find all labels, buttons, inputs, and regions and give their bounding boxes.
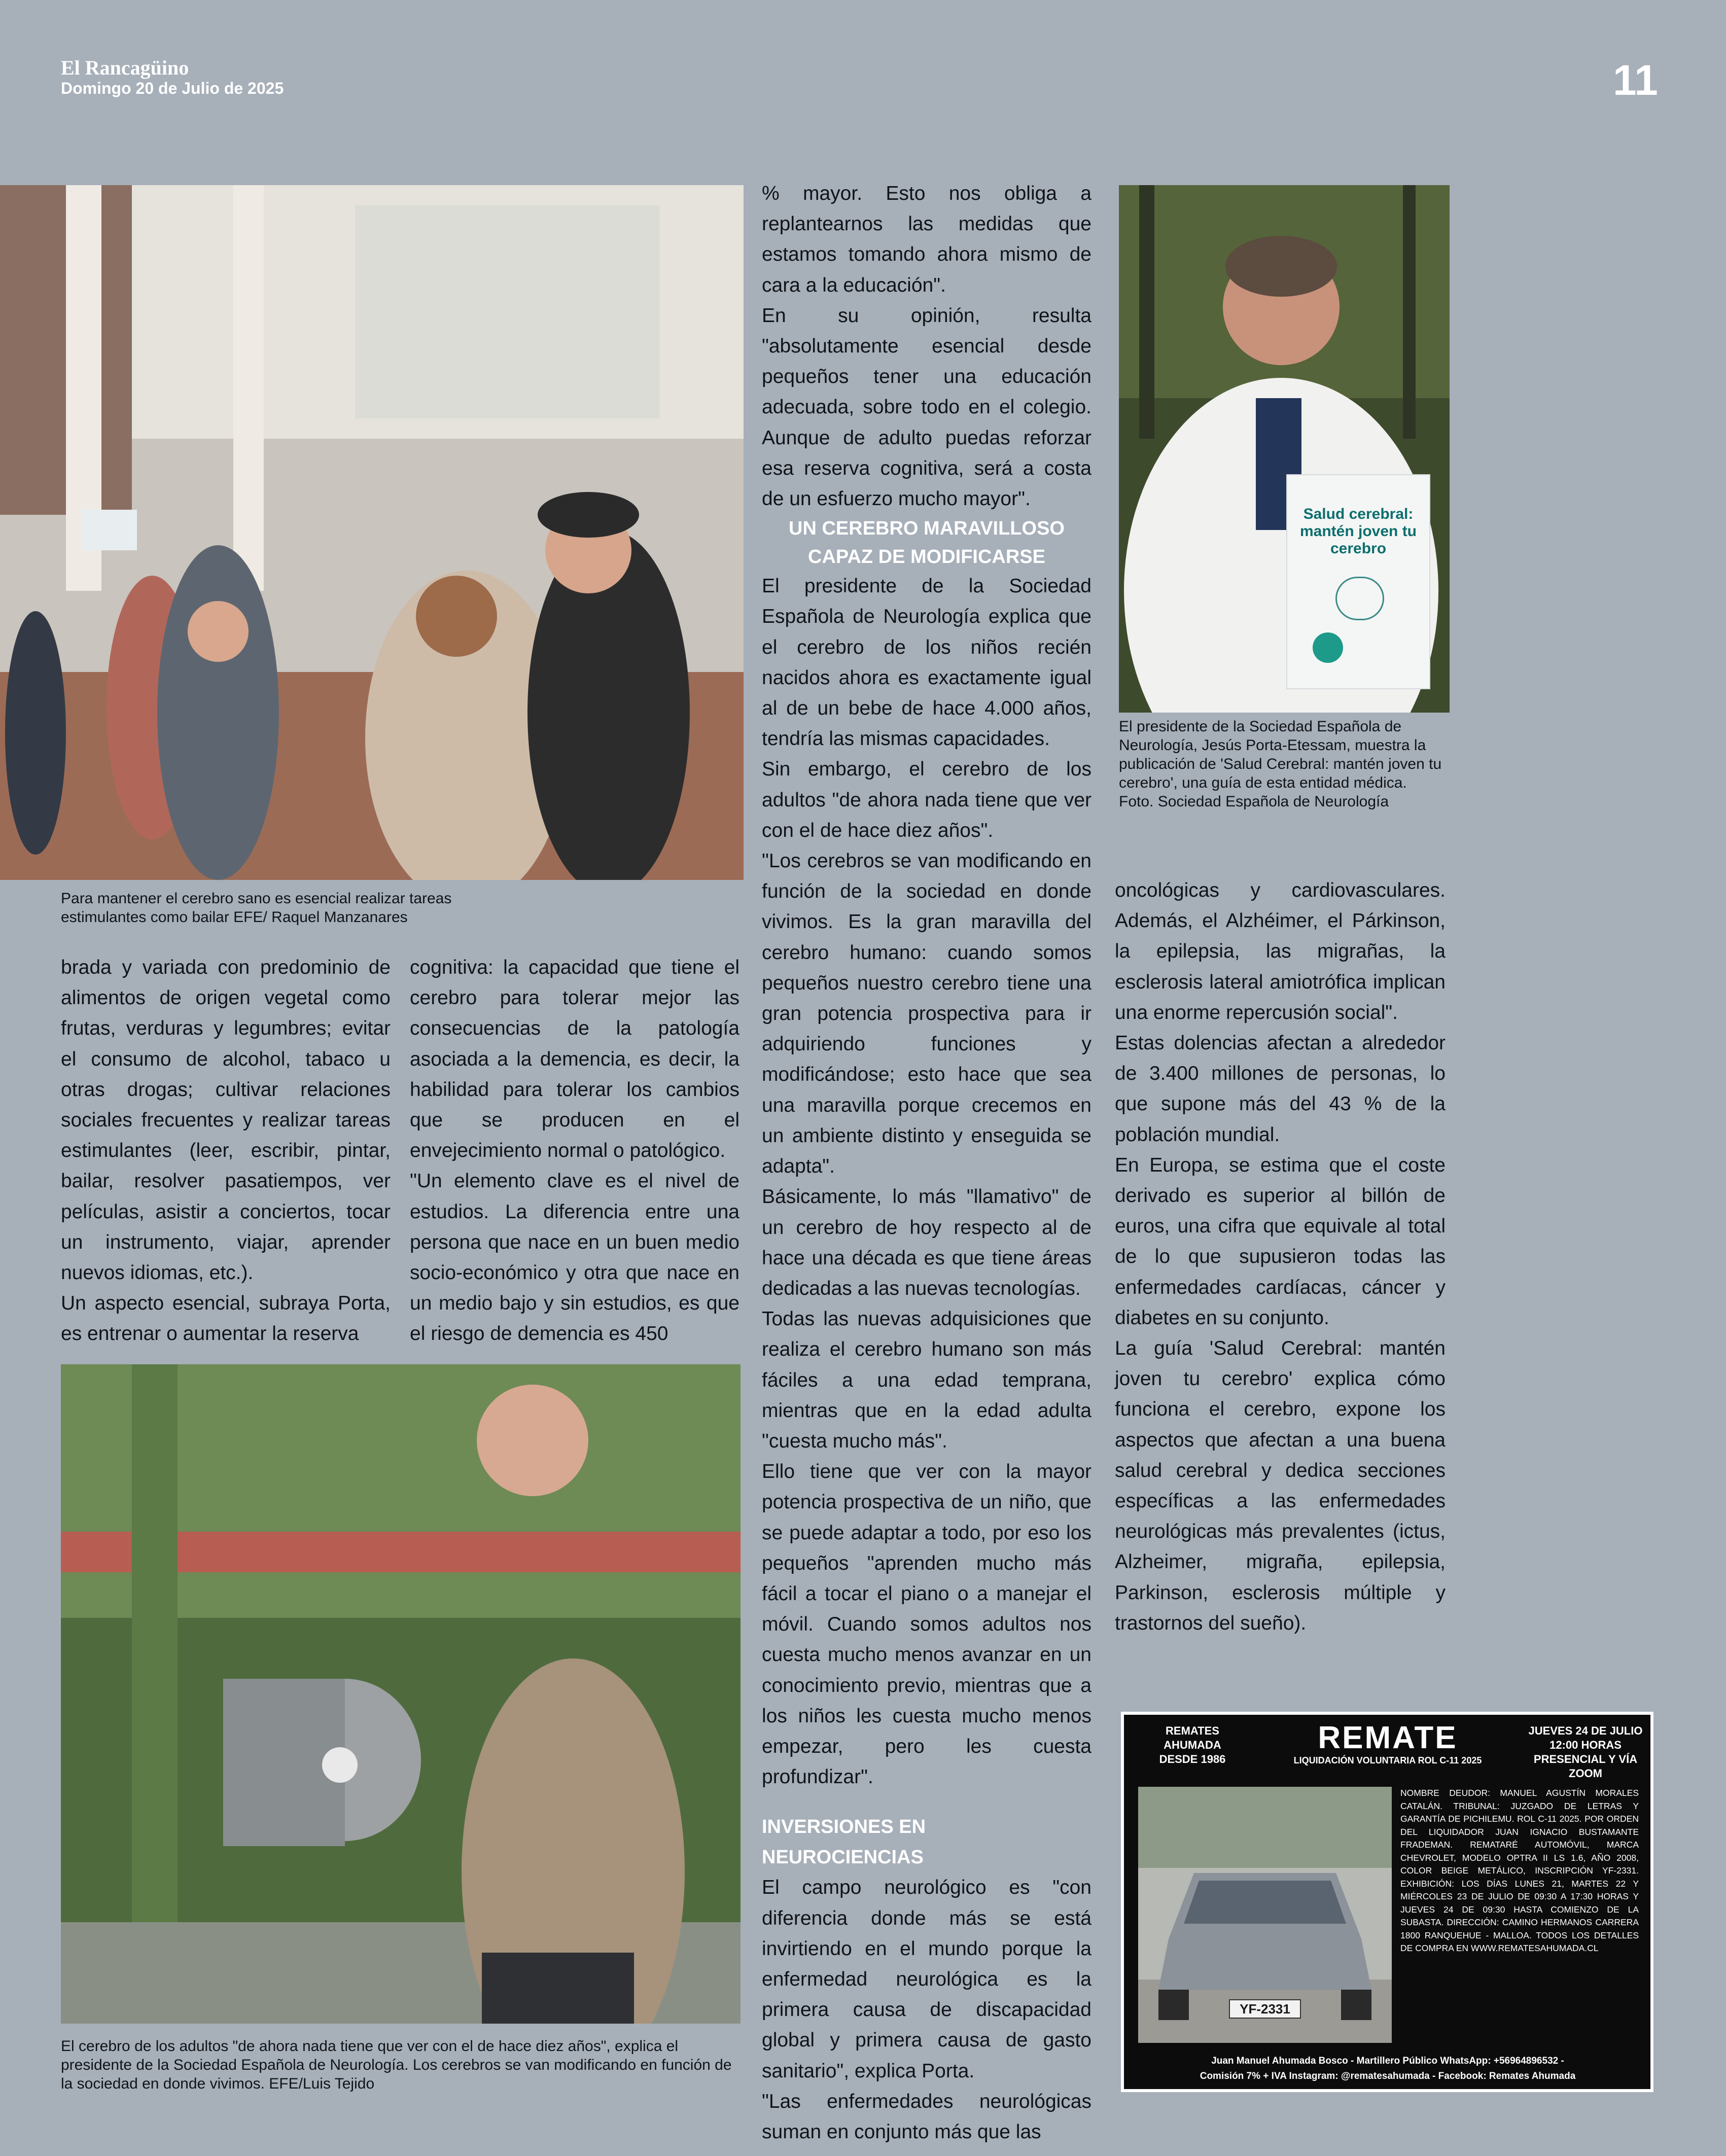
exercise-photo [61,1364,741,2024]
paragraph: Un aspecto esencial, subraya Porta, es entrenar o aumentar la reserva [61,1292,391,1345]
exercise-photo-caption: El cerebro de los adultos "de ahora nada tiene que ver con el de hace diez años", explica el presidente de la Sociedad Española de Neurología. Los cerebros se van modificando en función de la sociedad en donde vivimos. EFE/Luis Tejido [61,2038,732,2092]
brain-illustration [1335,577,1384,620]
article-column-middle [762,179,1091,2147]
paragraph: Básicamente, lo más "llamativo" de un cerebro de hoy respecto al de hace una década es que tiene áreas dedicadas a las nuevas tecnologías. [762,1186,1091,1299]
paragraph: brada y variada con predominio de alimentos de origen vegetal como frutas, verduras y legumbres; evitar el consumo de alcohol, tabaco u otras drogas; cultivar relaciones sociales frecuentes y realizar tareas estimulantes (leer, escribir, pintar, bailar, resolver pasatiempos, ver películas, asistir a conciertos, tocar un instrumento, viajar, aprender nuevos idiomas, etc.). [61,957,391,1284]
article-column-left [61,952,391,1350]
paragraph: "Un elemento clave es el nivel de estudios. La diferencia entre una persona que nace en un buen medio socio-económico y otra que nace en un medio bajo y sin estudios, es que el riesgo de demencia es 450 [410,1170,739,1345]
paragraph: Estas dolencias afectan a alrededor de 3.400 millones de personas, lo que supone más del 43 % de la población mundial. [1115,1032,1446,1146]
paragraph: El campo neurológico es "con diferencia donde más se está invirtiendo en el mundo porque la enfermedad neurológica es la primera causa de discapacidad global y primera causa de gasto sanitario", explica Porta. [762,1877,1091,2082]
subheading: UN CEREBRO MARAVILLOSO [789,518,1065,540]
paragraph: % mayor. Esto nos obliga a replantearnos las medidas que estamos tomando ahora mismo de cara a la educación". [762,183,1091,296]
doctor-photo-caption: El presidente de la Sociedad Española de Neurología, Jesús Porta-Etessam, muestra la publicación de 'Salud Cerebral: mantén joven tu cerebro', una guía de esta entidad médica. Foto. Sociedad Española de Neurología [1119,718,1442,810]
article-column-center-left [410,952,739,1350]
auction-advertisement [1121,1712,1653,2092]
paragraph: En Europa, se estima que el coste derivado es superior al billón de euros, una cifra que equivale al total de lo que supusieron todas las enfermedades cardíacas, cáncer y diabetes en su conjunto. [1115,1154,1446,1329]
figure-illustration [1313,632,1343,663]
subheading: CAPAZ DE MODIFICARSE [808,546,1045,568]
license-plate: YF-2331 [1240,2001,1290,2017]
article-column-right [1115,875,1446,1639]
masthead [61,57,284,97]
paragraph: cognitiva: la capacidad que tiene el cerebro para tolerar mejor las consecuencias de la patología asociada a la demencia, es decir, la habilidad para tolerar los cambios que se producen en el envejecimiento normal o patológico. [410,957,739,1162]
ad-subtitle: LIQUIDACIÓN VOLUNTARIA ROL C-11 2025 [1293,1755,1482,1765]
dance-photo [0,185,744,880]
page-number: 11 [1613,56,1658,104]
ad-date: JUEVES 24 DE JULIO 12:00 HORAS PRESENCIAL Y VÍA ZOOM [1528,1724,1643,1780]
paragraph: La guía 'Salud Cerebral: mantén joven tu cerebro' explica cómo funciona el cerebro, expone los aspectos que afectan a una buena salud cerebral y dedica secciones específicas a las enfermedades neurológicas más prevalentes (ictus, Alzheimer, migraña, epilepsia, Parkinson, esclerosis múltiple y trastornos del sueño). [1115,1337,1446,1634]
paragraph: oncológicas y cardiovasculares. Además, el Alzhéimer, el Párkinson, la epilepsia, las migrañas, la esclerosis lateral amiotrófica implican una enorme repercusión social". [1115,879,1446,1023]
ad-body: NOMBRE DEUDOR: MANUEL AGUSTÍN MORALES CATALÁN. TRIBUNAL: JUZGADO DE LETRAS Y GARANTÍA DE PICHILEMU. ROL C-11 2025. POR ORDEN DEL LIQUIDADOR JUAN IGNACIO BUSTAMANTE FRADEMAN. REMATARÉ AUTOMÓVIL, MARCA CHEVROLET, MODELO OPTRA II LS 1.6, AÑO 2008, COLOR BEIGE METÁLICO, INSCRIPCIÓN YF-2331. EXHIBICIÓN: LOS DÍAS LUNES 21, MARTES 22 Y MIÉRCOLES 23 DE JULIO DE 09:30 A 17:30 HORAS Y JUEVES 24 DE 09:30 HASTA COMIENZO DE LA SUBASTA. DIRECCIÓN: CAMINO HERMANOS CARRERA 1800 RANQUEHUE - MALLOA. TODOS LOS DETALLES DE COMPRA EN WWW.REMATESAHUMADA.CL [1400,1788,1639,1953]
ad-footer: Juan Manuel Ahumada Bosco - Martillero Público WhatsApp: +56964896532 - Comisión 7% + IVA Instagram: @rematesahumada - Facebook: Remates Ahumada [1200,2056,1576,2081]
subheading: INVERSIONES EN NEUROCIENCIAS [762,1816,926,1868]
paragraph: "Las enfermedades neurológicas suman en conjunto más que las [762,2090,1091,2143]
ad-brand: REMATES AHUMADA DESDE 1986 [1159,1724,1226,1765]
issue-date: Domingo 20 de Julio de 2025 [61,79,284,97]
ad-title: REMATE [1318,1720,1458,1755]
newspaper-name: El Rancagüino [61,56,189,79]
paragraph: Todas las nuevas adquisiciones que realiza el cerebro humano son más fáciles a una edad temprana, mientras que en la edad adulta "cuesta mucho más". [762,1308,1091,1452]
book-cover [1286,474,1430,689]
doctor-photo [1119,185,1450,713]
paragraph: "Los cerebros se van modificando en función de la sociedad en donde vivimos. Es la gran maravilla del cerebro humano: cuando somos pequeños nuestro cerebro tiene una gran potencia prospectiva para ir adquiriendo funciones y modificándose; esto hace que sea una maravilla porque crecemos en un ambiente distinto y enseguida se adapta". [762,850,1091,1178]
paragraph: El presidente de la Sociedad Española de Neurología explica que el cerebro de los niños recién nacidos ahora es exactamente igual al de un bebe de hace 4.000 años, tendría las mismas capacidades. [762,575,1091,750]
book-title: Salud cerebral: mantén joven tu cerebro [1299,506,1417,557]
paragraph: Sin embargo, el cerebro de los adultos "de ahora nada tiene que ver con el de hace diez años". [762,758,1091,841]
dance-photo-caption: Para mantener el cerebro sano es esencial realizar tareas estimulantes como bailar EFE/ Raquel Manzanares [61,890,452,926]
paragraph: Ello tiene que ver con la mayor potencia prospectiva de un niño, que se puede adaptar a todo, por eso los pequeños "aprenden mucho más fácil a tocar el piano o a manejar el móvil. Cuando somos adultos nos cuesta mucho menos avanzar en un conocimiento previo, mientras que a los niños les cuesta mucho menos empezar, pero les cuesta profundizar". [762,1461,1091,1788]
car-photo [1138,1787,1392,2043]
paragraph: En su opinión, resulta "absolutamente esencial desde pequeños tener una educación adecuada, sobre todo en el colegio. Aunque de adulto puedas reforzar esa reserva cognitiva, será a costa de un esfuerzo mucho mayor". [762,304,1091,510]
